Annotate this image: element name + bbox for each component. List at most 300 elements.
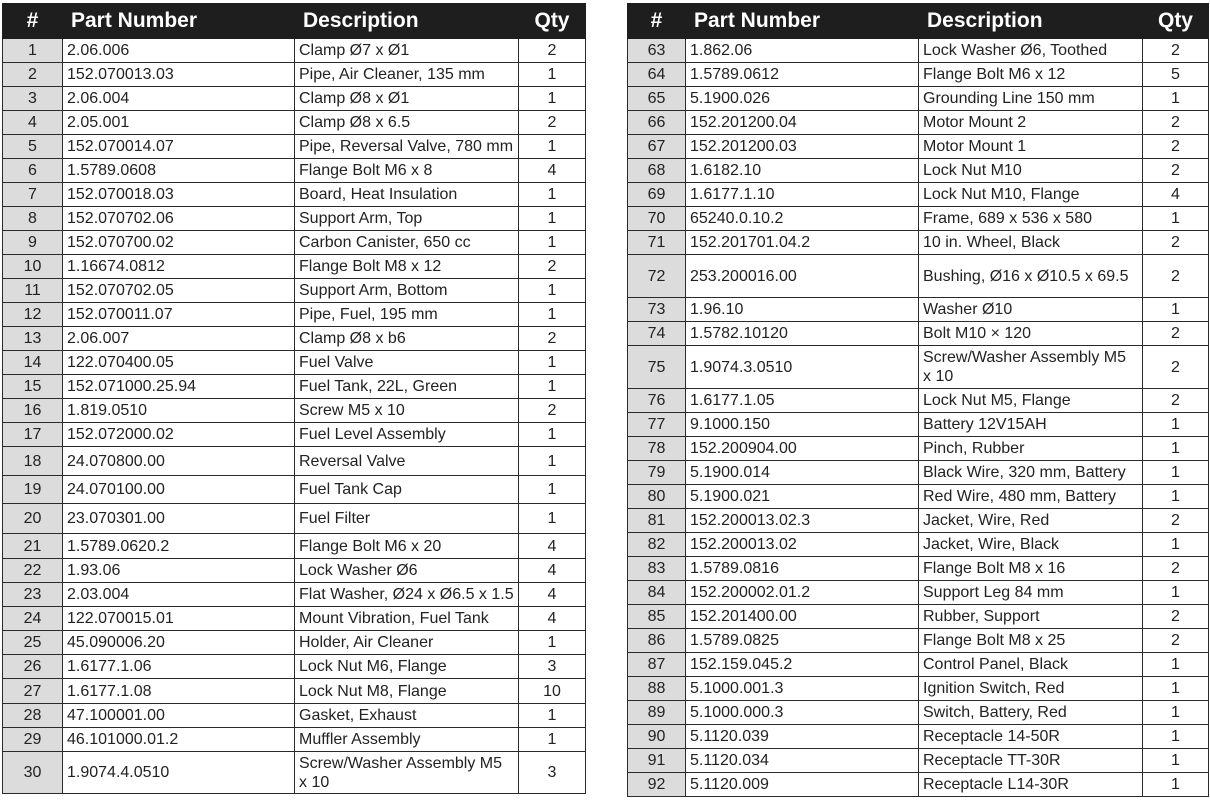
table-row — [628, 773, 1209, 797]
description-cell: Red Wire, 480 mm, Battery — [919, 485, 1143, 509]
row-number: 21 — [3, 534, 63, 559]
qty-cell: 3 — [519, 655, 586, 679]
description-cell: Ignition Switch, Red — [919, 677, 1143, 701]
qty-cell: 1 — [1143, 773, 1209, 797]
description-cell: Holder, Air Cleaner — [295, 631, 519, 655]
qty-cell: 1 — [1143, 485, 1209, 509]
row-number: 89 — [628, 701, 686, 725]
qty-cell: 1 — [519, 728, 586, 752]
description-cell: Flange Bolt M8 x 25 — [919, 629, 1143, 653]
part-number-cell: 1.6177.1.10 — [686, 183, 919, 207]
table-row — [628, 159, 1209, 183]
description-cell: Clamp Ø8 x Ø1 — [295, 87, 519, 111]
table-row — [3, 559, 586, 583]
header-row — [628, 4, 1209, 39]
part-number-cell: 152.200013.02.3 — [686, 509, 919, 533]
part-number-cell: 5.1900.014 — [686, 461, 919, 485]
table-row — [3, 231, 586, 255]
part-number-cell: 5.1120.009 — [686, 773, 919, 797]
table-row — [628, 557, 1209, 581]
row-number: 3 — [3, 87, 63, 111]
parts-table-left — [2, 3, 586, 794]
qty-cell: 1 — [519, 207, 586, 231]
description-cell: Pipe, Fuel, 195 mm — [295, 303, 519, 327]
part-number-cell: 253.200016.00 — [686, 255, 919, 298]
table-row — [3, 351, 586, 375]
part-number-cell: 2.06.004 — [63, 87, 295, 111]
description-cell: Bolt M10 × 120 — [919, 322, 1143, 346]
qty-cell: 4 — [519, 559, 586, 583]
col-header-number: # — [628, 4, 686, 39]
description-cell: Control Panel, Black — [919, 653, 1143, 677]
description-cell: Fuel Tank, 22L, Green — [295, 375, 519, 399]
table-body-right — [628, 39, 1209, 797]
qty-cell: 1 — [519, 375, 586, 399]
qty-cell: 4 — [519, 583, 586, 607]
qty-cell: 1 — [519, 504, 586, 534]
table-row — [3, 423, 586, 447]
qty-cell: 1 — [1143, 298, 1209, 322]
description-cell: Pipe, Air Cleaner, 135 mm — [295, 63, 519, 87]
description-cell: Support Arm, Top — [295, 207, 519, 231]
qty-cell: 4 — [519, 607, 586, 631]
row-number: 14 — [3, 351, 63, 375]
table-row — [628, 231, 1209, 255]
table-row — [3, 504, 586, 534]
row-number: 23 — [3, 583, 63, 607]
description-cell: Frame, 689 x 536 x 580 — [919, 207, 1143, 231]
part-number-cell: 1.5789.0825 — [686, 629, 919, 653]
row-number: 86 — [628, 629, 686, 653]
row-number: 66 — [628, 111, 686, 135]
col-header-description: Description — [919, 4, 1143, 39]
part-number-cell: 152.159.045.2 — [686, 653, 919, 677]
qty-cell: 1 — [1143, 653, 1209, 677]
description-cell: Washer Ø10 — [919, 298, 1143, 322]
table-row — [628, 725, 1209, 749]
qty-cell: 1 — [519, 63, 586, 87]
part-number-cell: 5.1120.039 — [686, 725, 919, 749]
table-row — [3, 607, 586, 631]
part-number-cell: 122.070400.05 — [63, 351, 295, 375]
table-row — [3, 583, 586, 607]
description-cell: Clamp Ø8 x b6 — [295, 327, 519, 351]
part-number-cell: 5.1000.001.3 — [686, 677, 919, 701]
part-number-cell: 152.071000.25.94 — [63, 375, 295, 399]
part-number-cell: 46.101000.01.2 — [63, 728, 295, 752]
header-row — [3, 4, 586, 39]
row-number: 82 — [628, 533, 686, 557]
row-number: 63 — [628, 39, 686, 63]
part-number-cell: 152.201701.04.2 — [686, 231, 919, 255]
row-number: 92 — [628, 773, 686, 797]
row-number: 91 — [628, 749, 686, 773]
part-number-cell: 152.201200.03 — [686, 135, 919, 159]
description-cell: Flange Bolt M8 x 16 — [919, 557, 1143, 581]
table-row — [3, 728, 586, 752]
row-number: 4 — [3, 111, 63, 135]
table-row — [628, 581, 1209, 605]
row-number: 85 — [628, 605, 686, 629]
part-number-cell: 152.070014.07 — [63, 135, 295, 159]
part-number-cell: 1.16674.0812 — [63, 255, 295, 279]
description-cell: Rubber, Support — [919, 605, 1143, 629]
description-cell: 10 in. Wheel, Black — [919, 231, 1143, 255]
part-number-cell: 1.6177.1.08 — [63, 679, 295, 704]
row-number: 20 — [3, 504, 63, 534]
row-number: 26 — [3, 655, 63, 679]
description-cell: Black Wire, 320 mm, Battery — [919, 461, 1143, 485]
table-row — [628, 207, 1209, 231]
qty-cell: 2 — [1143, 629, 1209, 653]
part-number-cell: 152.070702.06 — [63, 207, 295, 231]
row-number: 17 — [3, 423, 63, 447]
description-cell: Gasket, Exhaust — [295, 704, 519, 728]
description-cell: Pipe, Reversal Valve, 780 mm — [295, 135, 519, 159]
qty-cell: 1 — [519, 351, 586, 375]
description-cell: Motor Mount 2 — [919, 111, 1143, 135]
table-row — [628, 183, 1209, 207]
qty-cell: 1 — [519, 183, 586, 207]
part-number-cell: 152.072000.02 — [63, 423, 295, 447]
table-row — [628, 533, 1209, 557]
row-number: 12 — [3, 303, 63, 327]
table-row — [628, 346, 1209, 389]
table-row — [628, 135, 1209, 159]
table-row — [628, 509, 1209, 533]
description-cell: Battery 12V15AH — [919, 413, 1143, 437]
part-number-cell: 152.070011.07 — [63, 303, 295, 327]
description-cell: Screw/Washer Assembly M5 x 10 — [919, 346, 1143, 389]
qty-cell: 1 — [519, 231, 586, 255]
row-number: 8 — [3, 207, 63, 231]
description-cell: Screw M5 x 10 — [295, 399, 519, 423]
qty-cell: 2 — [1143, 159, 1209, 183]
part-number-cell: 5.1900.026 — [686, 87, 919, 111]
description-cell: Screw/Washer Assembly M5 x 10 — [295, 752, 519, 794]
description-cell: Pinch, Rubber — [919, 437, 1143, 461]
row-number: 73 — [628, 298, 686, 322]
row-number: 25 — [3, 631, 63, 655]
table-row — [3, 39, 586, 63]
description-cell: Lock Nut M10 — [919, 159, 1143, 183]
table-row — [628, 298, 1209, 322]
row-number: 10 — [3, 255, 63, 279]
row-number: 6 — [3, 159, 63, 183]
description-cell: Receptacle TT-30R — [919, 749, 1143, 773]
qty-cell: 1 — [1143, 677, 1209, 701]
qty-cell: 1 — [1143, 581, 1209, 605]
parts-table-right — [627, 3, 1209, 797]
row-number: 72 — [628, 255, 686, 298]
col-header-qty: Qty — [1143, 4, 1209, 39]
qty-cell: 2 — [1143, 605, 1209, 629]
table-row — [3, 135, 586, 159]
description-cell: Lock Nut M8, Flange — [295, 679, 519, 704]
qty-cell: 1 — [519, 135, 586, 159]
part-number-cell: 1.6177.1.05 — [686, 389, 919, 413]
description-cell: Switch, Battery, Red — [919, 701, 1143, 725]
description-cell: Flange Bolt M6 x 20 — [295, 534, 519, 559]
qty-cell: 1 — [519, 631, 586, 655]
qty-cell: 1 — [519, 87, 586, 111]
qty-cell: 2 — [1143, 509, 1209, 533]
table-body-left — [3, 39, 586, 794]
table-row — [628, 63, 1209, 87]
table-row — [628, 87, 1209, 111]
qty-cell: 2 — [519, 399, 586, 423]
row-number: 84 — [628, 581, 686, 605]
table-row — [3, 752, 586, 794]
description-cell: Flat Washer, Ø24 x Ø6.5 x 1.5 — [295, 583, 519, 607]
part-number-cell: 152.200002.01.2 — [686, 581, 919, 605]
row-number: 64 — [628, 63, 686, 87]
part-number-cell: 2.06.007 — [63, 327, 295, 351]
description-cell: Support Arm, Bottom — [295, 279, 519, 303]
description-cell: Grounding Line 150 mm — [919, 87, 1143, 111]
description-cell: Receptacle L14-30R — [919, 773, 1143, 797]
table-row — [3, 303, 586, 327]
part-number-cell: 1.9074.4.0510 — [63, 752, 295, 794]
table-row — [3, 327, 586, 351]
row-number: 11 — [3, 279, 63, 303]
part-number-cell: 2.03.004 — [63, 583, 295, 607]
qty-cell: 1 — [519, 423, 586, 447]
part-number-cell: 152.200013.02 — [686, 533, 919, 557]
qty-cell: 1 — [1143, 749, 1209, 773]
qty-cell: 1 — [519, 476, 586, 504]
description-cell: Lock Nut M10, Flange — [919, 183, 1143, 207]
part-number-cell: 152.200904.00 — [686, 437, 919, 461]
qty-cell: 1 — [519, 303, 586, 327]
table-row — [3, 279, 586, 303]
table-row — [3, 655, 586, 679]
description-cell: Lock Nut M5, Flange — [919, 389, 1143, 413]
qty-cell: 2 — [1143, 111, 1209, 135]
row-number: 13 — [3, 327, 63, 351]
col-header-part-number: Part Number — [686, 4, 919, 39]
qty-cell: 1 — [1143, 725, 1209, 749]
row-number: 7 — [3, 183, 63, 207]
table-row — [3, 159, 586, 183]
description-cell: Board, Heat Insulation — [295, 183, 519, 207]
row-number: 18 — [3, 447, 63, 476]
table-row — [3, 255, 586, 279]
description-cell: Mount Vibration, Fuel Tank — [295, 607, 519, 631]
row-number: 77 — [628, 413, 686, 437]
row-number: 28 — [3, 704, 63, 728]
part-number-cell: 122.070015.01 — [63, 607, 295, 631]
row-number: 29 — [3, 728, 63, 752]
description-cell: Fuel Valve — [295, 351, 519, 375]
description-cell: Receptacle 14-50R — [919, 725, 1143, 749]
part-number-cell: 2.06.006 — [63, 39, 295, 63]
part-number-cell: 152.201200.04 — [686, 111, 919, 135]
part-number-cell: 1.819.0510 — [63, 399, 295, 423]
qty-cell: 1 — [1143, 533, 1209, 557]
table-row — [3, 207, 586, 231]
part-number-cell: 9.1000.150 — [686, 413, 919, 437]
table-row — [628, 437, 1209, 461]
part-number-cell: 1.6177.1.06 — [63, 655, 295, 679]
col-header-part-number: Part Number — [63, 4, 295, 39]
qty-cell: 2 — [519, 255, 586, 279]
description-cell: Motor Mount 1 — [919, 135, 1143, 159]
row-number: 65 — [628, 87, 686, 111]
part-number-cell: 1.93.06 — [63, 559, 295, 583]
row-number: 16 — [3, 399, 63, 423]
table-row — [628, 653, 1209, 677]
qty-cell: 1 — [1143, 207, 1209, 231]
table-row — [628, 322, 1209, 346]
part-number-cell: 1.5789.0620.2 — [63, 534, 295, 559]
table-row — [3, 447, 586, 476]
table-row — [3, 63, 586, 87]
part-number-cell: 152.070013.03 — [63, 63, 295, 87]
table-row — [3, 704, 586, 728]
qty-cell: 2 — [519, 39, 586, 63]
qty-cell: 1 — [519, 279, 586, 303]
qty-cell: 2 — [1143, 346, 1209, 389]
description-cell: Lock Nut M6, Flange — [295, 655, 519, 679]
qty-cell: 1 — [1143, 87, 1209, 111]
table-row — [3, 399, 586, 423]
row-number: 15 — [3, 375, 63, 399]
description-cell: Clamp Ø7 x Ø1 — [295, 39, 519, 63]
table-row — [3, 375, 586, 399]
part-number-cell: 1.96.10 — [686, 298, 919, 322]
qty-cell: 1 — [1143, 701, 1209, 725]
part-number-cell: 152.070018.03 — [63, 183, 295, 207]
part-number-cell: 24.070100.00 — [63, 476, 295, 504]
row-number: 90 — [628, 725, 686, 749]
table-row — [628, 605, 1209, 629]
description-cell: Jacket, Wire, Black — [919, 533, 1143, 557]
qty-cell: 2 — [1143, 389, 1209, 413]
col-header-qty: Qty — [519, 4, 586, 39]
row-number: 24 — [3, 607, 63, 631]
row-number: 9 — [3, 231, 63, 255]
qty-cell: 1 — [1143, 461, 1209, 485]
row-number: 22 — [3, 559, 63, 583]
row-number: 30 — [3, 752, 63, 794]
row-number: 88 — [628, 677, 686, 701]
table-row — [3, 631, 586, 655]
row-number: 2 — [3, 63, 63, 87]
qty-cell: 1 — [519, 447, 586, 476]
description-cell: Flange Bolt M8 x 12 — [295, 255, 519, 279]
row-number: 67 — [628, 135, 686, 159]
part-number-cell: 24.070800.00 — [63, 447, 295, 476]
row-number: 70 — [628, 207, 686, 231]
description-cell: Reversal Valve — [295, 447, 519, 476]
description-cell: Bushing, Ø16 x Ø10.5 x 69.5 — [919, 255, 1143, 298]
description-cell: Fuel Filter — [295, 504, 519, 534]
description-cell: Jacket, Wire, Red — [919, 509, 1143, 533]
row-number: 69 — [628, 183, 686, 207]
description-cell: Fuel Level Assembly — [295, 423, 519, 447]
part-number-cell: 152.070700.02 — [63, 231, 295, 255]
part-number-cell: 1.5789.0608 — [63, 159, 295, 183]
part-number-cell: 1.6182.10 — [686, 159, 919, 183]
description-cell: Lock Washer Ø6 — [295, 559, 519, 583]
part-number-cell: 65240.0.10.2 — [686, 207, 919, 231]
row-number: 75 — [628, 346, 686, 389]
qty-cell: 4 — [1143, 183, 1209, 207]
row-number: 76 — [628, 389, 686, 413]
table-row — [3, 476, 586, 504]
table-row — [628, 39, 1209, 63]
description-cell: Flange Bolt M6 x 8 — [295, 159, 519, 183]
part-number-cell: 152.070702.05 — [63, 279, 295, 303]
row-number: 83 — [628, 557, 686, 581]
row-number: 74 — [628, 322, 686, 346]
row-number: 78 — [628, 437, 686, 461]
table-row — [628, 749, 1209, 773]
description-cell: Muffler Assembly — [295, 728, 519, 752]
qty-cell: 2 — [1143, 39, 1209, 63]
qty-cell: 2 — [519, 327, 586, 351]
description-cell: Support Leg 84 mm — [919, 581, 1143, 605]
qty-cell: 2 — [1143, 322, 1209, 346]
table-row — [628, 461, 1209, 485]
qty-cell: 2 — [1143, 255, 1209, 298]
description-cell: Fuel Tank Cap — [295, 476, 519, 504]
qty-cell: 4 — [519, 159, 586, 183]
table-row — [628, 485, 1209, 509]
row-number: 87 — [628, 653, 686, 677]
row-number: 80 — [628, 485, 686, 509]
table-row — [628, 677, 1209, 701]
table-row — [628, 111, 1209, 135]
description-cell: Carbon Canister, 650 cc — [295, 231, 519, 255]
description-cell: Flange Bolt M6 x 12 — [919, 63, 1143, 87]
row-number: 19 — [3, 476, 63, 504]
table-row — [3, 679, 586, 704]
row-number: 81 — [628, 509, 686, 533]
part-number-cell: 152.201400.00 — [686, 605, 919, 629]
table-row — [628, 629, 1209, 653]
description-cell: Clamp Ø8 x 6.5 — [295, 111, 519, 135]
row-number: 27 — [3, 679, 63, 704]
part-number-cell: 1.5789.0612 — [686, 63, 919, 87]
qty-cell: 2 — [1143, 135, 1209, 159]
qty-cell: 2 — [1143, 231, 1209, 255]
qty-cell: 2 — [1143, 557, 1209, 581]
qty-cell: 5 — [1143, 63, 1209, 87]
part-number-cell: 45.090006.20 — [63, 631, 295, 655]
qty-cell: 4 — [519, 534, 586, 559]
part-number-cell: 1.5789.0816 — [686, 557, 919, 581]
table-row — [3, 534, 586, 559]
table-row — [628, 389, 1209, 413]
part-number-cell: 5.1120.034 — [686, 749, 919, 773]
qty-cell: 1 — [519, 704, 586, 728]
part-number-cell: 1.9074.3.0510 — [686, 346, 919, 389]
part-number-cell: 5.1000.000.3 — [686, 701, 919, 725]
table-row — [628, 701, 1209, 725]
table-row — [628, 255, 1209, 298]
part-number-cell: 5.1900.021 — [686, 485, 919, 509]
qty-cell: 3 — [519, 752, 586, 794]
table-row — [3, 87, 586, 111]
table-row — [3, 111, 586, 135]
part-number-cell: 1.862.06 — [686, 39, 919, 63]
row-number: 79 — [628, 461, 686, 485]
row-number: 1 — [3, 39, 63, 63]
table-row — [628, 413, 1209, 437]
row-number: 68 — [628, 159, 686, 183]
